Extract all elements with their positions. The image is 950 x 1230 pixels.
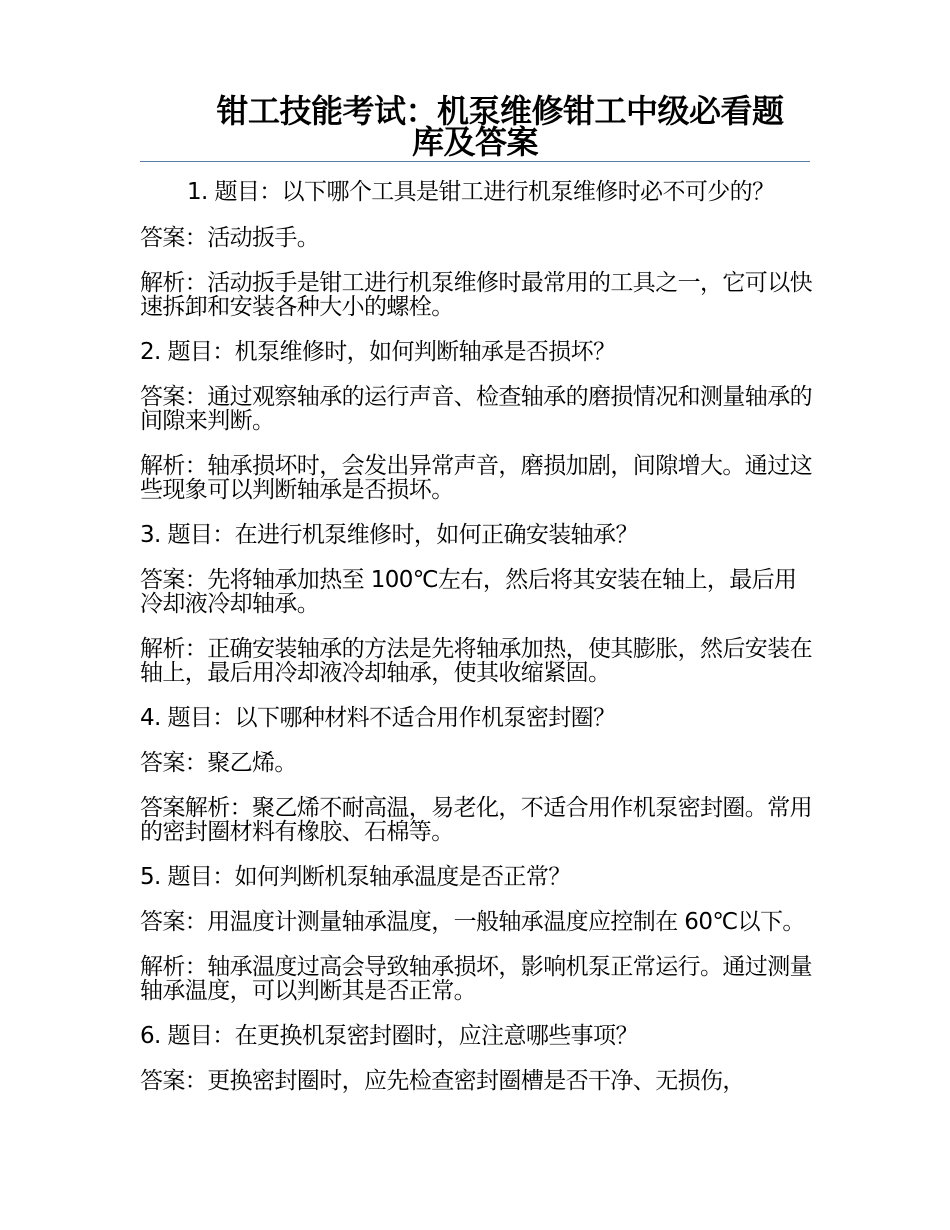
question-1: 1. 题目：以下哪个工具是钳工进行机泵维修时必不可少的？	[187, 179, 775, 205]
answer-6: 答案：更换密封圈时，应先检查密封圈槽是否干净、无损伤，	[140, 1068, 745, 1094]
analysis-2: 解析：轴承损坏时，会发出异常声音，磨损加剧，间隙增大。通过这些现象可以判断轴承是否损坏。	[140, 453, 813, 503]
title-line-2: 库及答案	[411, 123, 538, 161]
answer-1: 答案：活动扳手。	[140, 225, 320, 251]
title-divider	[140, 161, 810, 162]
analysis-4: 答案解析：聚乙烯不耐高温，易老化，不适合用作机泵密封圈。常用的密封圈材料有橡胶、石棉等。	[140, 795, 813, 845]
document-body	[140, 180, 812, 1114]
answer-2: 答案：通过观察轴承的运行声音、检查轴承的磨损情况和测量轴承的间隙来判断。	[140, 384, 813, 434]
question-5: 5. 题目：如何判断机泵轴承温度是否正常？	[140, 864, 571, 890]
question-6: 6. 题目：在更换机泵密封圈时，应注意哪些事项？	[140, 1023, 638, 1049]
analysis-1: 解析：活动扳手是钳工进行机泵维修时最常用的工具之一，它可以快速拆卸和安装各种大小的螺栓。	[140, 270, 813, 320]
question-4: 4. 题目：以下哪种材料不适合用作机泵密封圈？	[140, 705, 616, 731]
analysis-3: 解析：正确安装轴承的方法是先将轴承加热，使其膨胀，然后安装在轴上，最后用冷却液冷却轴承，使其收缩紧固。	[140, 636, 813, 686]
analysis-5: 解析：轴承温度过高会导致轴承损坏，影响机泵正常运行。通过测量轴承温度，可以判断其是否正常。	[140, 954, 813, 1004]
question-3: 3. 题目：在进行机泵维修时，如何正确安装轴承？	[140, 522, 638, 548]
answer-4: 答案：聚乙烯。	[140, 750, 297, 776]
question-2: 2. 题目：机泵维修时，如何判断轴承是否损坏？	[140, 339, 616, 365]
answer-5: 答案：用温度计测量轴承温度，一般轴承温度应控制在 60℃以下。	[140, 909, 805, 935]
page-title	[140, 92, 810, 161]
title-line-1: 钳工技能考试：机泵维修钳工中级必看题	[216, 92, 784, 130]
answer-3: 答案：先将轴承加热至 100℃左右，然后将其安装在轴上，最后用冷却液冷却轴承。	[140, 567, 797, 617]
